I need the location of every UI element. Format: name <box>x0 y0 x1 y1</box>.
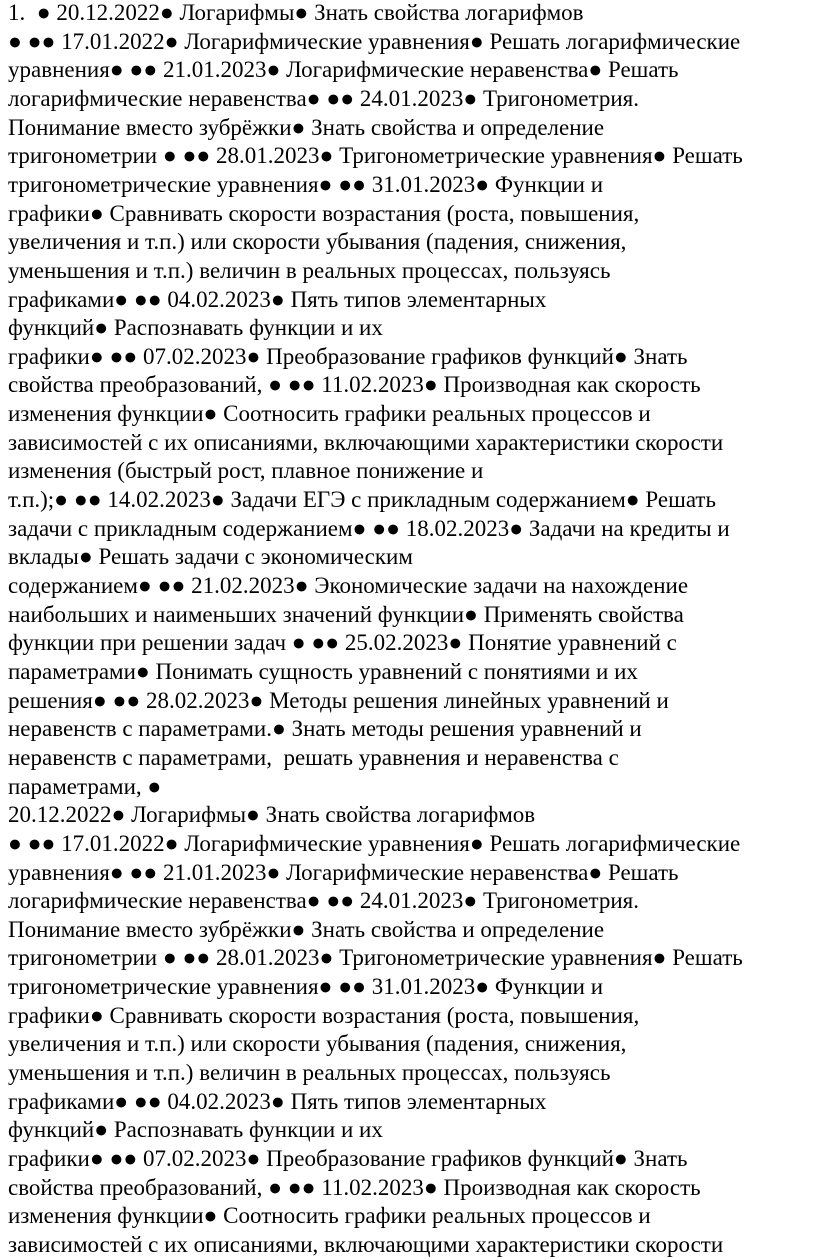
text-line: изменения функции● Соотносить графики реальных процессов и <box>8 1203 651 1229</box>
text-line: уравнения● ●● 21.01.2023● Логарифмические неравенства● Решать <box>8 859 679 885</box>
text-line: т.п.);● ●● 14.02.2023● Задачи ЕГЭ с прикладным содержанием● Решать <box>8 487 716 513</box>
text-line: графиками● ●● 04.02.2023● Пять типов элементарных <box>8 286 547 312</box>
text-line: параметрами, ● <box>8 773 162 799</box>
text-line: тригонометрии ● ●● 28.01.2023● Тригонометрические уравнения● Решать <box>8 945 743 971</box>
text-line: тригонометрические уравнения● ●● 31.01.2023● Функции и <box>8 171 604 197</box>
text-line: Понимание вместо зубрёжки● Знать свойства и определение <box>8 916 605 942</box>
text-line: уменьшения и т.п.) величин в реальных процессах, пользуясь <box>8 1060 611 1086</box>
text-line: зависимостей с их описаниями, включающими характеристики скорости <box>8 1231 724 1257</box>
text-line: ● ●● 17.01.2022● Логарифмические уравнения● Решать логарифмические <box>8 28 741 54</box>
text-line: наибольших и наименьших значений функции● Применять свойства <box>8 601 684 627</box>
text-line: увеличения и т.п.) или скорости убывания (падения, снижения, <box>8 229 627 255</box>
text-line: неравенств с параметрами.● Знать методы решения уравнений и <box>8 716 642 742</box>
text-line: ● ●● 17.01.2022● Логарифмические уравнения● Решать логарифмические <box>8 830 741 856</box>
text-line: графики● Сравнивать скорости возрастания (роста, повышения, <box>8 200 640 226</box>
text-line: увеличения и т.п.) или скорости убывания (падения, снижения, <box>8 1031 627 1057</box>
text-line: изменения функции● Соотносить графики реальных процессов и <box>8 401 651 427</box>
text-line: содержанием● ●● 21.02.2023● Экономические задачи на нахождение <box>8 573 689 598</box>
text-line: 20.12.2022● Логарифмы● Знать свойства логарифмов <box>8 802 536 828</box>
text-line: свойства преобразований, ● ●● 11.02.2023● Производная как скорость <box>8 372 701 398</box>
text-line: уравнения● ●● 21.01.2023● Логарифмические неравенства● Решать <box>8 57 679 83</box>
text-line: неравенств с параметрами, решать уравнения и неравенства с <box>8 744 619 770</box>
text-line: зависимостей с их описаниями, включающими характеристики скорости <box>8 429 724 455</box>
text-line: уменьшения и т.п.) величин в реальных процессах, пользуясь <box>8 257 611 283</box>
text-line: логарифмические неравенства● ●● 24.01.2023● Тригонометрия. <box>8 85 639 111</box>
text-line: Понимание вместо зубрёжки● Знать свойства и определение <box>8 114 605 140</box>
text-line: 1. ● 20.12.2022● Логарифмы● Знать свойства логарифмов <box>8 0 584 25</box>
text-line: графики● ●● 07.02.2023● Преобразование графиков функций● Знать <box>8 1146 688 1171</box>
text-line: свойства преобразований, ● ●● 11.02.2023● Производная как скорость <box>8 1174 701 1200</box>
text-line: функции при решении задач ● ●● 25.02.2023● Понятие уравнений с <box>8 630 677 656</box>
text-line: параметрами● Понимать сущность уравнений с понятиями и их <box>8 658 638 684</box>
text-line: графики● ●● 07.02.2023● Преобразование графиков функций● Знать <box>8 343 688 369</box>
text-line: задачи с прикладным содержанием● ●● 18.02.2023● Задачи на кредиты и <box>8 515 730 541</box>
text-line: тригонометрии ● ●● 28.01.2023● Тригонометрические уравнения● Решать <box>8 143 743 169</box>
text-line: графиками● ●● 04.02.2023● Пять типов элементарных <box>8 1088 547 1114</box>
text-line: функций● Распознавать функции и их <box>8 315 383 341</box>
text-line: изменения (быстрый рост, плавное понижение и <box>8 458 484 484</box>
text-line: решения● ●● 28.02.2023● Методы решения линейных уравнений и <box>8 687 669 713</box>
text-line: вклады● Решать задачи с экономическим <box>8 544 413 570</box>
text-line: графики● Сравнивать скорости возрастания (роста, повышения, <box>8 1002 640 1028</box>
text-line: логарифмические неравенства● ●● 24.01.2023● Тригонометрия. <box>8 888 639 914</box>
text-line: тригонометрические уравнения● ●● 31.01.2023● Функции и <box>8 974 604 1000</box>
text-line: функций● Распознавать функции и их <box>8 1117 383 1143</box>
